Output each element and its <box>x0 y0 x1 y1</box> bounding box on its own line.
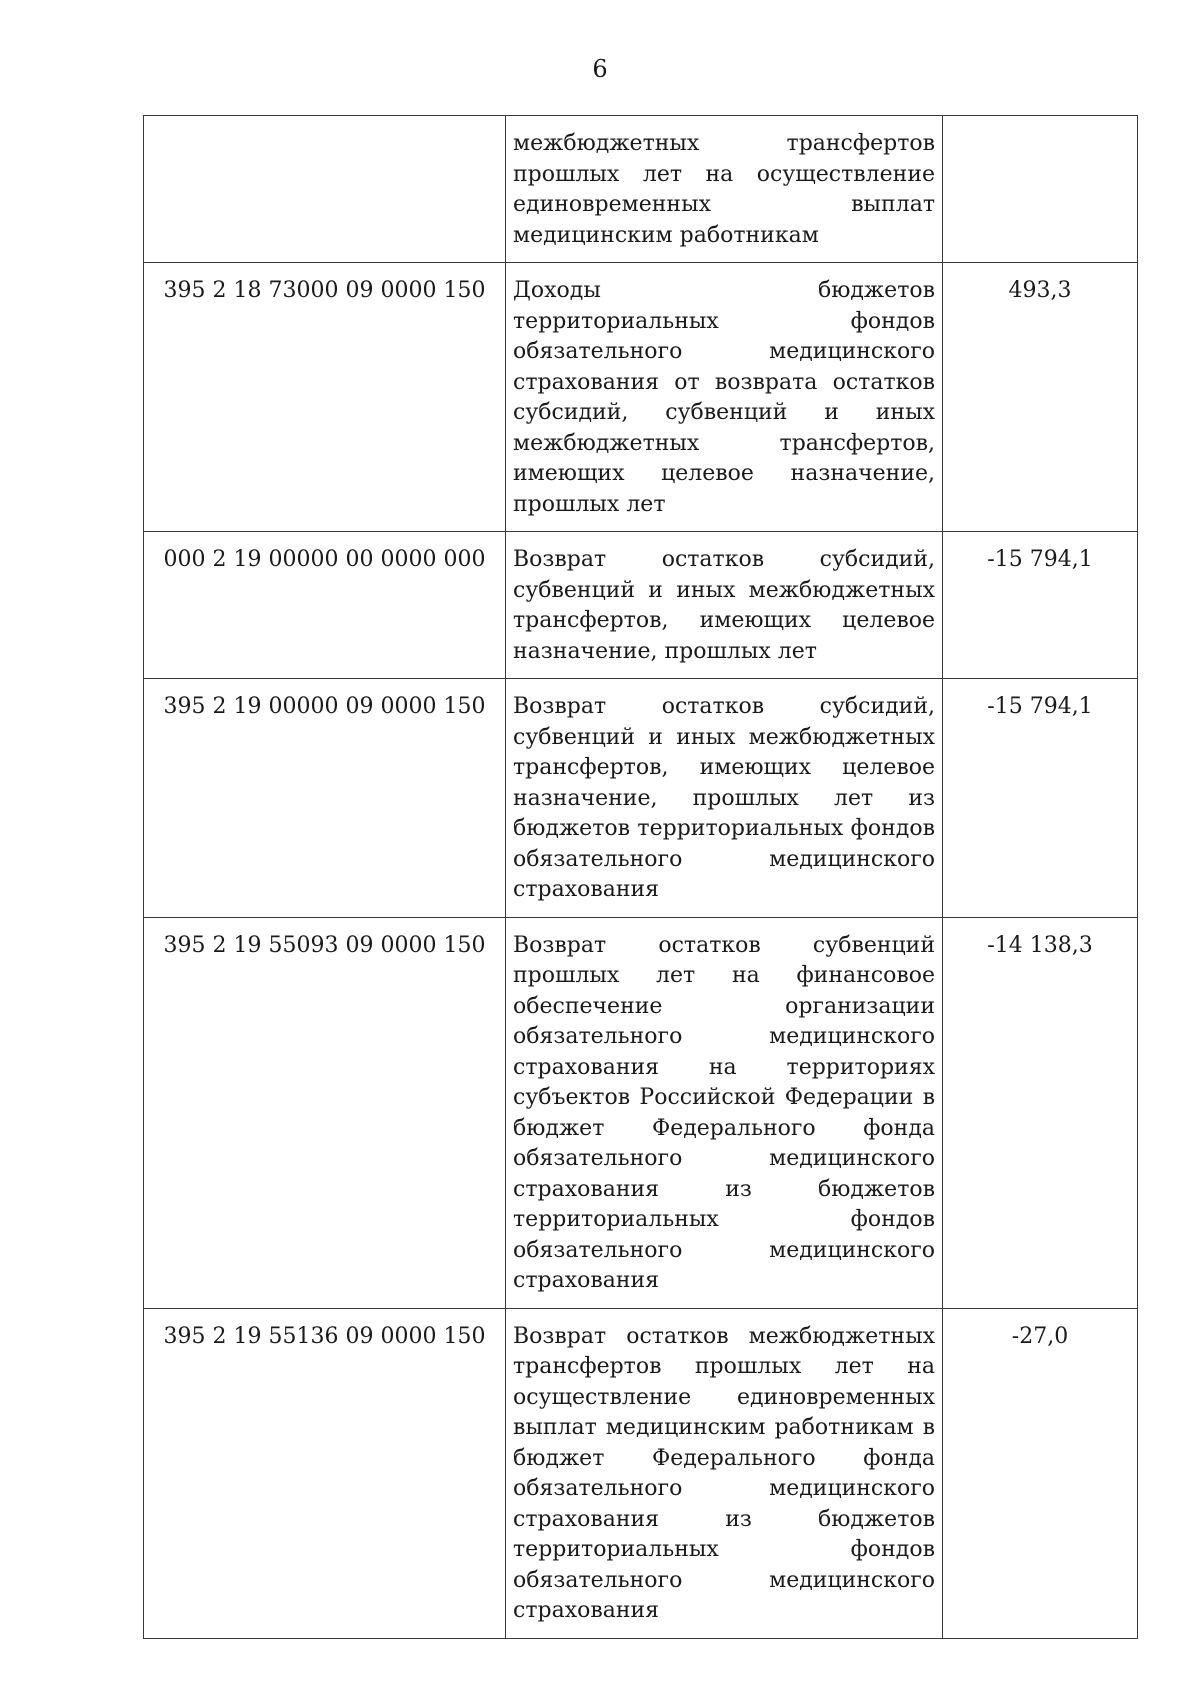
amount-cell: -15 794,1 <box>943 679 1138 918</box>
table-row <box>144 116 1138 263</box>
description-cell: межбюджетных трансфертов прошлых лет на осуществление единовременных выплат медицинским работникам <box>506 116 943 263</box>
budget-code-cell <box>144 116 506 263</box>
budget-code-cell: 000 2 19 00000 00 0000 000 <box>144 532 506 679</box>
amount-cell: 493,3 <box>943 263 1138 532</box>
description-cell: Возврат остатков субсидий, субвенций и иных межбюджетных трансфертов, имеющих целевое назначение, прошлых лет из бюджетов территориальных фондов обязательного медицинского страхования <box>506 679 943 918</box>
table-row <box>144 532 1138 679</box>
amount-cell: -15 794,1 <box>943 532 1138 679</box>
table-row <box>144 1308 1138 1638</box>
description-cell: Возврат остатков субсидий, субвенций и иных межбюджетных трансфертов, имеющих целевое назначение, прошлых лет <box>506 532 943 679</box>
budget-code-cell: 395 2 19 00000 09 0000 150 <box>144 679 506 918</box>
amount-cell: -14 138,3 <box>943 917 1138 1308</box>
table-row <box>144 263 1138 532</box>
amount-cell <box>943 116 1138 263</box>
budget-revenue-table <box>143 115 1138 1639</box>
table-row <box>144 917 1138 1308</box>
table-row <box>144 679 1138 918</box>
budget-code-cell: 395 2 19 55136 09 0000 150 <box>144 1308 506 1638</box>
budget-code-cell: 395 2 19 55093 09 0000 150 <box>144 917 506 1308</box>
amount-cell: -27,0 <box>943 1308 1138 1638</box>
description-cell: Возврат остатков межбюджетных трансфертов прошлых лет на осуществление единовременных выплат медицинским работникам в бюджет Федерального фонда обязательного медицинского страхования из бюджетов территориальных фондов обязательного медицинского страхования <box>506 1308 943 1638</box>
description-cell: Возврат остатков субвенций прошлых лет на финансовое обеспечение организации обязательного медицинского страхования на территориях субъектов Российской Федерации в бюджет Федерального фонда обязательного медицинского страхования из бюджетов территориальных фондов обязательного медицинского страхования <box>506 917 943 1308</box>
budget-code-cell: 395 2 18 73000 09 0000 150 <box>144 263 506 532</box>
description-cell: Доходы бюджетов территориальных фондов обязательного медицинского страхования от возврата остатков субсидий, субвенций и иных межбюджетных трансфертов, имеющих целевое назначение, прошлых лет <box>506 263 943 532</box>
page-number: 6 <box>592 55 608 83</box>
